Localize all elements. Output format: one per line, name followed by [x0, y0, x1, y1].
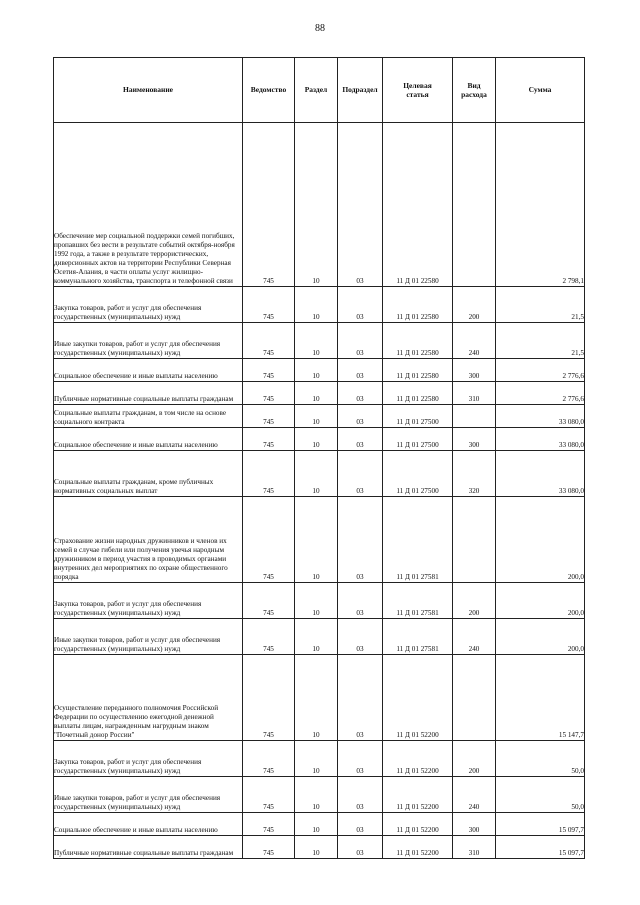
table-cell-name: Страхование жизни народных дружинников и членов их семей в случае гибели или получения увечья народным дружинником в период участия в проводимых органами внутренних дел мероприятиях по охране общественного порядка — [54, 497, 243, 583]
table-cell-vid-raskhoda: 200 — [453, 287, 496, 323]
table-cell-vedomstvo: 745 — [243, 405, 295, 428]
table-row — [54, 287, 585, 323]
table-cell-vedomstvo: 745 — [243, 813, 295, 836]
table-cell-vedomstvo: 745 — [243, 287, 295, 323]
table-cell-podrazdel: 03 — [338, 428, 383, 451]
table-cell-vid-raskhoda: 200 — [453, 741, 496, 777]
table-cell-summa: 2 776,6 — [496, 359, 585, 382]
table-cell-podrazdel: 03 — [338, 405, 383, 428]
page-number: 88 — [315, 23, 325, 34]
table-row — [54, 836, 585, 859]
table-cell-vedomstvo: 745 — [243, 655, 295, 741]
table-row — [54, 405, 585, 428]
table-cell-podrazdel: 03 — [338, 382, 383, 405]
budget-table — [53, 57, 585, 859]
table-row — [54, 583, 585, 619]
table-cell-vid-raskhoda: 310 — [453, 382, 496, 405]
table-cell-razdel: 10 — [295, 359, 338, 382]
header-vid-line1: Вид — [467, 80, 481, 90]
table-cell-vid-raskhoda: 310 — [453, 836, 496, 859]
table-cell-name: Социальные выплаты гражданам, кроме публичных нормативных социальных выплат — [54, 451, 243, 497]
table-cell-podrazdel: 03 — [338, 323, 383, 359]
table-cell-vid-raskhoda: 240 — [453, 619, 496, 655]
table-cell-razdel: 10 — [295, 836, 338, 859]
table-cell-tselevaya-statya: 11 Д 01 22580 — [383, 359, 453, 382]
table-cell-razdel: 10 — [295, 777, 338, 813]
table-cell-tselevaya-statya: 11 Д 01 52200 — [383, 777, 453, 813]
header-razdel: Раздел — [295, 58, 338, 123]
table-cell-razdel: 10 — [295, 583, 338, 619]
table-cell-summa: 200,0 — [496, 619, 585, 655]
table-cell-name: Иные закупки товаров, работ и услуг для обеспечения государственных (муниципальных) нужд — [54, 777, 243, 813]
table-cell-razdel: 10 — [295, 497, 338, 583]
table-row — [54, 619, 585, 655]
table-cell-podrazdel: 03 — [338, 777, 383, 813]
table-cell-vid-raskhoda — [453, 123, 496, 287]
table-cell-podrazdel: 03 — [338, 287, 383, 323]
table-cell-summa: 21,5 — [496, 287, 585, 323]
table-row — [54, 359, 585, 382]
table-cell-podrazdel: 03 — [338, 836, 383, 859]
table-cell-tselevaya-statya: 11 Д 01 52200 — [383, 741, 453, 777]
table-cell-vedomstvo: 745 — [243, 619, 295, 655]
table-row — [54, 123, 585, 287]
table-cell-vid-raskhoda — [453, 655, 496, 741]
table-cell-vid-raskhoda: 300 — [453, 428, 496, 451]
table-cell-summa: 15 147,7 — [496, 655, 585, 741]
table-cell-podrazdel: 03 — [338, 497, 383, 583]
table-cell-summa: 50,0 — [496, 741, 585, 777]
table-cell-razdel: 10 — [295, 405, 338, 428]
table-cell-name: Закупка товаров, работ и услуг для обеспечения государственных (муниципальных) нужд — [54, 741, 243, 777]
table-cell-podrazdel: 03 — [338, 359, 383, 382]
table-cell-vid-raskhoda: 240 — [453, 777, 496, 813]
table-cell-podrazdel: 03 — [338, 123, 383, 287]
header-row — [54, 58, 585, 123]
table-cell-vedomstvo: 745 — [243, 359, 295, 382]
table-cell-razdel: 10 — [295, 382, 338, 405]
table-cell-tselevaya-statya: 11 Д 01 52200 — [383, 836, 453, 859]
table-cell-summa: 50,0 — [496, 777, 585, 813]
header-name: Наименование — [54, 58, 243, 123]
header-vid-line2: расхода — [461, 90, 487, 99]
table-cell-summa: 200,0 — [496, 497, 585, 583]
table-cell-vedomstvo: 745 — [243, 497, 295, 583]
table-cell-tselevaya-statya: 11 Д 01 22580 — [383, 287, 453, 323]
table-cell-vedomstvo: 745 — [243, 836, 295, 859]
table-cell-razdel: 10 — [295, 123, 338, 287]
table-cell-vedomstvo: 745 — [243, 323, 295, 359]
table-cell-name: Публичные нормативные социальные выплаты гражданам — [54, 836, 243, 859]
table-cell-podrazdel: 03 — [338, 451, 383, 497]
table-cell-tselevaya-statya: 11 Д 01 27581 — [383, 497, 453, 583]
table-row — [54, 497, 585, 583]
table-cell-name: Социальное обеспечение и иные выплаты населению — [54, 813, 243, 836]
table-cell-podrazdel: 03 — [338, 813, 383, 836]
table-row — [54, 323, 585, 359]
table-cell-vid-raskhoda: 300 — [453, 813, 496, 836]
table-cell-name: Социальное обеспечение и иные выплаты населению — [54, 359, 243, 382]
table-cell-razdel: 10 — [295, 741, 338, 777]
table-cell-summa: 200,0 — [496, 583, 585, 619]
table-cell-tselevaya-statya: 11 Д 01 52200 — [383, 655, 453, 741]
table-cell-name: Закупка товаров, работ и услуг для обеспечения государственных (муниципальных) нужд — [54, 287, 243, 323]
table-cell-vedomstvo: 745 — [243, 428, 295, 451]
table-cell-vid-raskhoda — [453, 405, 496, 428]
table-row — [54, 777, 585, 813]
table-cell-razdel: 10 — [295, 451, 338, 497]
table-cell-name: Иные закупки товаров, работ и услуг для обеспечения государственных (муниципальных) нужд — [54, 619, 243, 655]
table-cell-tselevaya-statya: 11 Д 01 52200 — [383, 813, 453, 836]
table-cell-vedomstvo: 745 — [243, 123, 295, 287]
header-tselevaya-statya — [383, 58, 453, 123]
table-cell-razdel: 10 — [295, 287, 338, 323]
table-cell-summa: 21,5 — [496, 323, 585, 359]
table-cell-name: Иные закупки товаров, работ и услуг для обеспечения государственных (муниципальных) нужд — [54, 323, 243, 359]
table-cell-name: Публичные нормативные социальные выплаты гражданам — [54, 382, 243, 405]
header-tselevaya-line2: статья — [406, 90, 429, 99]
header-podrazdel: Подраздел — [338, 58, 383, 123]
table-cell-summa: 33 080,0 — [496, 451, 585, 497]
table-cell-tselevaya-statya: 11 Д 01 27500 — [383, 405, 453, 428]
table-cell-tselevaya-statya: 11 Д 01 27581 — [383, 619, 453, 655]
table-row — [54, 428, 585, 451]
table-cell-vedomstvo: 745 — [243, 382, 295, 405]
table-cell-name: Социальное обеспечение и иные выплаты населению — [54, 428, 243, 451]
table-body — [54, 123, 585, 859]
table-row — [54, 382, 585, 405]
header-vedomstvo: Ведомство — [243, 58, 295, 123]
table-cell-summa: 15 097,7 — [496, 813, 585, 836]
table-cell-summa: 2 798,1 — [496, 123, 585, 287]
table-cell-vid-raskhoda: 240 — [453, 323, 496, 359]
table-cell-vedomstvo: 745 — [243, 451, 295, 497]
header-summa: Сумма — [496, 58, 585, 123]
table-cell-podrazdel: 03 — [338, 619, 383, 655]
table-cell-name: Социальные выплаты гражданам, в том числе на основе социального контракта — [54, 405, 243, 428]
table-cell-tselevaya-statya: 11 Д 01 27581 — [383, 583, 453, 619]
table-row — [54, 451, 585, 497]
table-cell-vid-raskhoda: 200 — [453, 583, 496, 619]
table-cell-summa: 2 776,6 — [496, 382, 585, 405]
table-cell-podrazdel: 03 — [338, 655, 383, 741]
table-cell-summa: 33 080,0 — [496, 428, 585, 451]
table-row — [54, 741, 585, 777]
table-cell-podrazdel: 03 — [338, 741, 383, 777]
table-cell-summa: 33 080,0 — [496, 405, 585, 428]
table-cell-vid-raskhoda: 300 — [453, 359, 496, 382]
table-cell-name: Осуществление переданного полномочия Российской Федерации по осуществлению ежегодной денежной выплаты лицам, награжденным нагрудным знаком "Почетный донор России" — [54, 655, 243, 741]
header-tselevaya-line1: Целевая — [403, 80, 432, 90]
table-cell-name: Обеспечение мер социальной поддержки семей погибших, пропавших без вести в результате событий октября-ноября 1992 года, а также в результате террористических, диверсионных актов на территории Республики Северная Осетия-Алания, в части оплаты услуг жилищно-коммунального хозяйства, транспорта и телефонной связи — [54, 123, 243, 287]
table-cell-razdel: 10 — [295, 813, 338, 836]
table-cell-name: Закупка товаров, работ и услуг для обеспечения государственных (муниципальных) нужд — [54, 583, 243, 619]
table-cell-vid-raskhoda — [453, 497, 496, 583]
table-cell-tselevaya-statya: 11 Д 01 22580 — [383, 382, 453, 405]
table-cell-vid-raskhoda: 320 — [453, 451, 496, 497]
table-row — [54, 655, 585, 741]
table-row — [54, 813, 585, 836]
table-cell-razdel: 10 — [295, 428, 338, 451]
table-cell-vedomstvo: 745 — [243, 741, 295, 777]
table-cell-razdel: 10 — [295, 619, 338, 655]
table-cell-tselevaya-statya: 11 Д 01 27500 — [383, 451, 453, 497]
table-cell-summa: 15 097,7 — [496, 836, 585, 859]
table-cell-tselevaya-statya: 11 Д 01 22580 — [383, 323, 453, 359]
table-cell-razdel: 10 — [295, 323, 338, 359]
table-cell-tselevaya-statya: 11 Д 01 22580 — [383, 123, 453, 287]
table-cell-razdel: 10 — [295, 655, 338, 741]
table-cell-vedomstvo: 745 — [243, 583, 295, 619]
table-cell-podrazdel: 03 — [338, 583, 383, 619]
table-cell-tselevaya-statya: 11 Д 01 27500 — [383, 428, 453, 451]
header-vid-raskhoda — [453, 58, 496, 123]
table-cell-vedomstvo: 745 — [243, 777, 295, 813]
